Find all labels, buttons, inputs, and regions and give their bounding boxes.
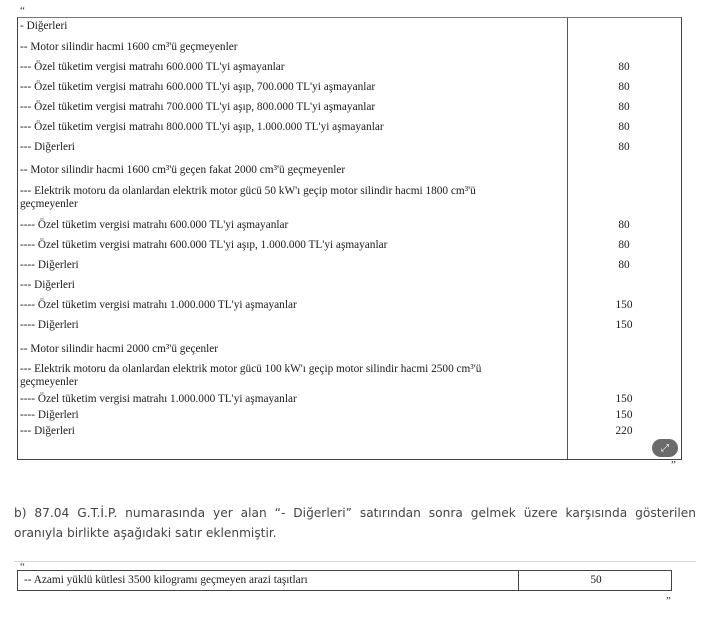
row-label: --- Elektrik motoru da olanlardan elektrik motor gücü 100 kW'ı geçip motor silindir hacmi 2500 cm³'ü [20,363,482,375]
row-label: --- Özel tüketim vergisi matrahı 600.000 TL'yi aşıp, 700.000 TL'yi aşmayanlar [20,81,376,93]
row-rate: 150 [615,393,633,405]
separator-line [14,561,696,562]
row-rate: 150 [615,319,633,331]
row-rate: 150 [615,409,633,421]
opening-quote-mark-2: “ [20,561,25,573]
row-rate: 80 [618,81,630,93]
row-rate: 80 [618,61,630,73]
row-label: -- Azami yüklü kütlesi 3500 kilogramı geçmeyen arazi taşıtları [24,574,308,586]
row-label: ---- Diğerleri [20,409,79,421]
row-label: ---- Özel tüketim vergisi matrahı 1.000.000 TL'yi aşmayanlar [20,299,297,311]
row-label: - Diğerleri [20,20,68,32]
row-label-continuation: geçmeyenler [20,198,78,210]
column-divider [567,18,568,459]
opening-quote-mark: “ [20,5,25,17]
row-label: --- Özel tüketim vergisi matrahı 600.000 TL'yi aşmayanlar [20,61,285,73]
row-label: -- Motor silindir hacmi 2000 cm³'ü geçenler [20,343,219,355]
row-label: ---- Diğerleri [20,259,79,271]
column-divider [518,571,519,590]
row-label: --- Diğerleri [20,141,75,153]
closing-quote-mark-2: ” [666,595,671,607]
row-rate: 50 [590,574,602,586]
row-label: --- Diğerleri [20,425,75,437]
row-rate: 80 [618,259,630,271]
row-label: ---- Özel tüketim vergisi matrahı 600.000 TL'yi aşmayanlar [20,219,289,231]
closing-quote-mark: ” [671,459,676,471]
row-rate: 80 [618,121,630,133]
row-label: --- Diğerleri [20,279,75,291]
row-label: --- Özel tüketim vergisi matrahı 800.000 TL'yi aşıp, 1.000.000 TL'yi aşmayanlar [20,121,384,133]
tax-rate-table [17,17,682,460]
added-row-table [17,570,672,591]
row-rate: 80 [618,101,630,113]
expand-icon: ⤢ [661,442,669,454]
row-label: -- Motor silindir hacmi 1600 cm³'ü geçen fakat 2000 cm³'ü geçmeyenler [20,164,346,176]
row-label-continuation: geçmeyenler [20,376,78,388]
row-label: ---- Özel tüketim vergisi matrahı 1.000.000 TL'yi aşmayanlar [20,393,297,405]
amendment-paragraph: b) 87.04 G.T.İ.P. numarasında yer alan “- Diğerleri” satırından sonra gelmek üzere karşısında gösterilen oranıyla birlikte aşağıdaki satır eklenmiştir. [14,506,696,540]
row-label: ---- Özel tüketim vergisi matrahı 600.000 TL'yi aşıp, 1.000.000 TL'yi aşmayanlar [20,239,388,251]
row-label: ---- Diğerleri [20,319,79,331]
row-rate: 80 [618,239,630,251]
row-rate: 80 [618,219,630,231]
row-rate: 80 [618,141,630,153]
row-rate: 150 [615,299,633,311]
row-rate: 220 [615,425,633,437]
expand-image-button[interactable] [652,439,678,457]
row-label: --- Elektrik motoru da olanlardan elektrik motor gücü 50 kW'ı geçip motor silindir hacmi 1800 cm³'ü [20,185,476,197]
row-label: -- Motor silindir hacmi 1600 cm³'ü geçmeyenler [20,41,238,53]
row-label: --- Özel tüketim vergisi matrahı 700.000 TL'yi aşıp, 800.000 TL'yi aşmayanlar [20,101,376,113]
